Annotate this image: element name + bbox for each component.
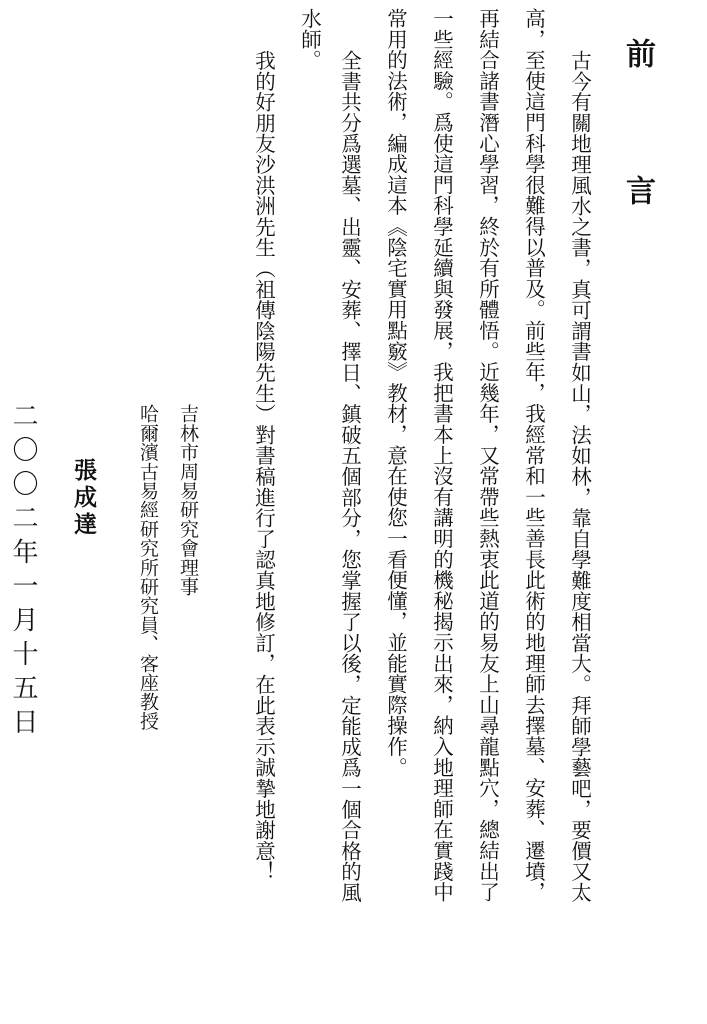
body-column-5: 常用的法術，編成這本《陰宅實用點竅》教材，意在使您一看便懂，並能實際操作。 [383, 8, 408, 778]
author-title-2: 哈爾濱古易經研究所研究員、客座教授 [137, 404, 159, 731]
body-column-6: 全書共分爲選墓、出靈、安葬、擇日、鎮破五個部分，您掌握了以後，定能成爲一個合格的風 [337, 50, 362, 903]
date: 二〇〇二年一月十五日 [8, 402, 38, 742]
body-column-1: 古今有關地理風水之書，真可謂書如山，法如林，靠自學難度相當大。拜師學藝吧，要價又太 [567, 50, 592, 903]
author-name: 張成達 [70, 458, 97, 539]
body-column-3: 再結合諸書潛心學習，終於有所體悟。近幾年，又常帶些熱衷此道的易友上山尋龍點穴，總結出了 [475, 8, 500, 903]
page-title: 前 言 [620, 38, 655, 241]
body-column-4: 一些經驗。爲使這門科學延續與發展，我把書本上沒有講明的機秘揭示出來，納入地理師在實踐中 [429, 8, 454, 903]
body-column-2: 高，至使這門科學很難得以普及。前些年，我經常和一些善長此術的地理師去擇墓、安葬、遷墳， [521, 8, 546, 903]
body-column-8: 我的好朋友沙洪洲先生（祖傳陰陽先生）對書稿進行了認真地修訂，在此表示誠摯地謝意！ [251, 50, 276, 882]
body-column-7: 水師。 [297, 8, 322, 71]
author-title-1: 吉林市周易研究會理事 [177, 404, 199, 596]
